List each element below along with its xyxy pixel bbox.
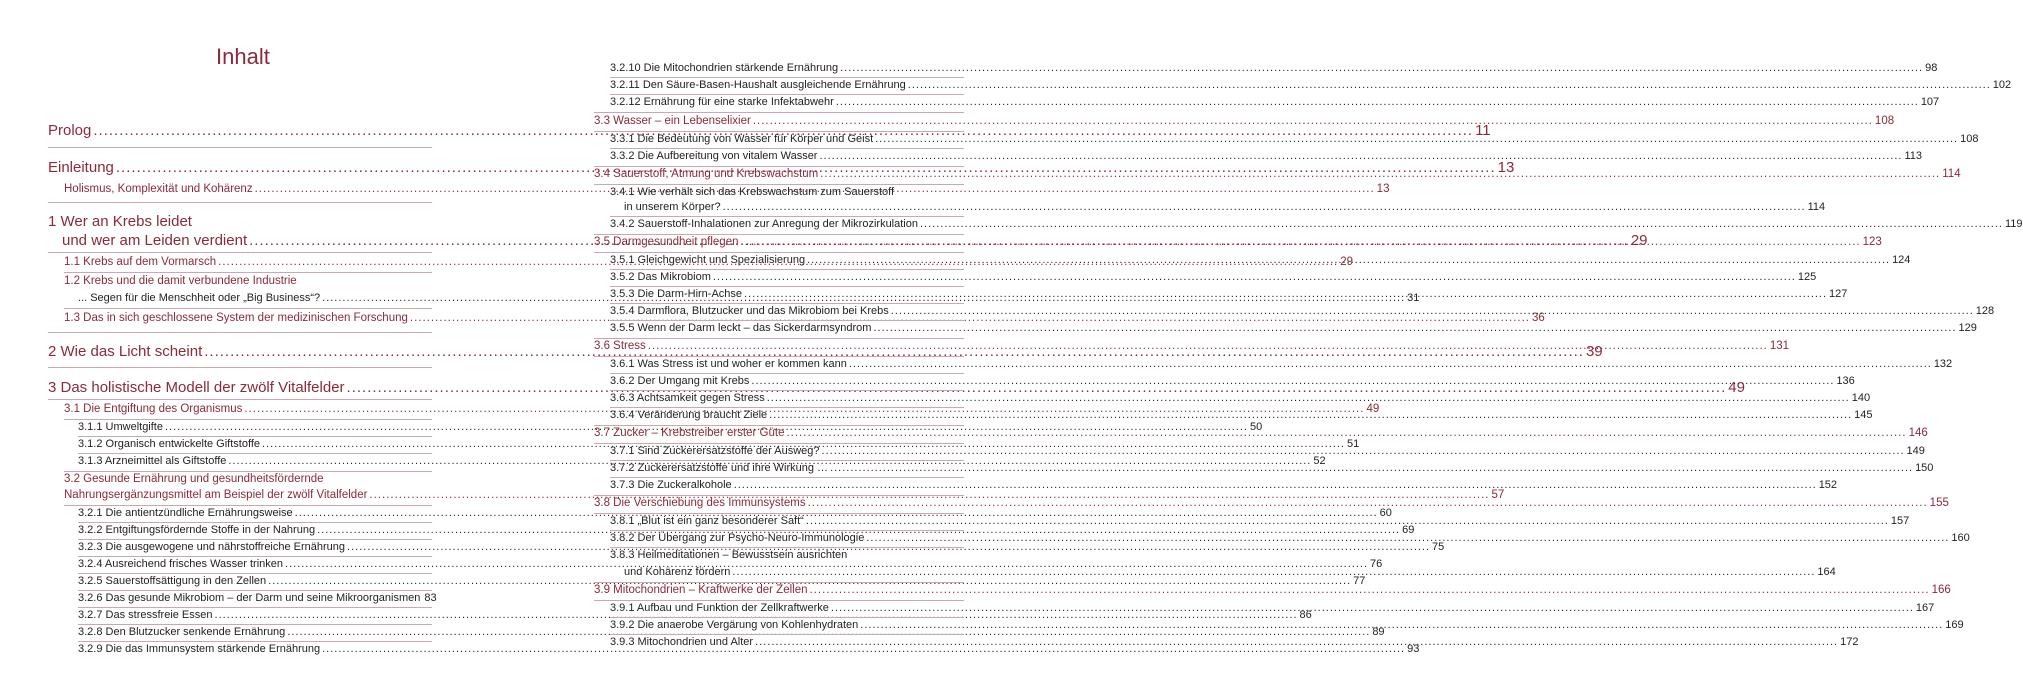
toc-entry-3-9[interactable] <box>594 584 1951 598</box>
toc-entry-label: ... Segen für die Menschheit oder „Big Business“? <box>78 292 321 304</box>
toc-entry-label: 3.8 Die Verschiebung des Immunsystems <box>594 497 806 509</box>
divider <box>610 373 964 374</box>
divider <box>594 166 964 167</box>
toc-entry-3-2-3[interactable] <box>78 541 1445 554</box>
toc-entry-label: 3.6.3 Achtsamkeit gegen Stress <box>610 392 765 404</box>
divider <box>610 216 964 217</box>
divider <box>594 495 964 496</box>
divider <box>78 573 432 574</box>
toc-entry-label: 3.2.2 Entgiftungsfördernde Stoffe in der Nahrung <box>78 524 316 536</box>
leader-dots <box>822 445 1905 458</box>
toc-entry-label: 3.2.6 Das gesunde Mikrobiom – der Darm und seine Mikroorganismen <box>78 592 421 604</box>
toc-entry-3-4-2[interactable] <box>610 218 2023 231</box>
toc-entry-3-2-9[interactable] <box>78 643 1420 656</box>
divider <box>610 634 964 635</box>
toc-page-number: 50 <box>1249 421 1263 433</box>
divider <box>78 539 432 540</box>
toc-entry-label: 3.5.4 Darmflora, Blutzucker und das Mikrobiom bei Krebs <box>610 305 889 317</box>
toc-entry-label: 3.1 Die Entgiftung des Organismus <box>64 403 243 415</box>
leader-dots <box>741 236 1861 250</box>
toc-page-number: 102 <box>1992 79 2012 91</box>
toc-entry-label: 3 Das holistische Modell der zwölf Vitalfelder <box>48 379 345 396</box>
toc-entry-label: 3.2.9 Die das Immunsystem stärkende Ernährung <box>78 643 321 655</box>
divider <box>610 390 964 391</box>
toc-entry-label: 3.2.7 Das stressfreie Essen <box>78 609 213 621</box>
toc-page-number: 86 <box>1299 609 1312 621</box>
leader-dots <box>769 409 1852 422</box>
leader-dots <box>807 254 1890 267</box>
toc-page-number: 98 <box>1925 62 1938 74</box>
toc-page-number: 11 <box>1475 122 1491 139</box>
toc-page-number: 155 <box>1929 497 1949 509</box>
toc-page-number: 136 <box>1836 375 1855 387</box>
divider <box>594 425 964 426</box>
toc-page-number: 49 <box>1366 403 1380 415</box>
toc-page-number: 13 <box>1497 159 1515 176</box>
divider <box>48 399 432 400</box>
toc-title: Inhalt <box>216 44 270 69</box>
toc-page-number: 29 <box>1340 256 1354 268</box>
toc-entry-ch1-line1[interactable]: 1 Wer an Krebs leidet <box>48 213 192 230</box>
divider <box>594 443 964 444</box>
divider <box>78 590 432 591</box>
toc-page-number: 89 <box>1372 626 1385 638</box>
leader-dots <box>875 133 1958 146</box>
toc-page-number: 107 <box>1920 96 1940 108</box>
divider <box>594 600 964 601</box>
toc-entry-1-2-line1[interactable]: 1.2 Krebs und die damit verbundene Industrie <box>64 275 297 287</box>
toc-entry-label: 3.3.2 Die Aufbereitung von vitalem Wasser <box>610 150 818 162</box>
toc-entry-label: 3.6.4 Veränderung braucht Ziele <box>610 409 768 421</box>
toc-page-number: 128 <box>1975 305 1995 317</box>
toc-page-number: 157 <box>1890 515 1910 527</box>
divider <box>78 436 432 437</box>
divider <box>78 556 432 557</box>
toc-entry-1-3[interactable] <box>64 312 1545 326</box>
leader-dots <box>810 584 1930 598</box>
toc-page-number: 114 <box>1807 201 1826 213</box>
toc-entry-label: 3.3 Wasser – ein Lebenselixier <box>594 115 751 127</box>
toc-entry-label: 3.2.3 Die ausgewogene und nährstoffreiche Ernährung <box>78 541 346 553</box>
toc-entry-3-2-12[interactable] <box>610 96 1940 109</box>
divider <box>594 356 964 357</box>
toc-entry-label: 3.2.10 Die Mitochondrien stärkende Ernährung <box>610 62 839 74</box>
leader-dots <box>920 218 2003 231</box>
toc-entry-label: 3.5.2 Das Mikrobiom <box>610 271 711 283</box>
toc-page-number: 172 <box>1840 636 1859 648</box>
leader-dots <box>734 479 1817 492</box>
toc-entry-label: 3.5.1 Gleichgewicht und Spezialisierung <box>610 254 806 266</box>
leader-dots <box>908 79 1991 92</box>
toc-page-number: 131 <box>1769 340 1790 352</box>
toc-entry-label: 3.6 Stress <box>594 340 646 352</box>
toc-entry-label: 2 Wie das Licht scheint <box>48 343 203 360</box>
toc-entry-label: 3.2.4 Ausreichend frisches Wasser trinken <box>78 558 284 570</box>
divider <box>64 471 432 472</box>
toc-page-number: 127 <box>1829 288 1848 300</box>
toc-page-number: 167 <box>1915 602 1935 614</box>
toc-page-number: 83 <box>424 592 437 604</box>
leader-dots <box>648 340 1768 354</box>
toc-entry-label: und wer am Leiden verdient <box>62 232 248 249</box>
divider <box>610 477 964 478</box>
toc-page-number: 119 <box>2004 218 2023 230</box>
toc-page-number: 125 <box>1797 271 1817 283</box>
toc-page-number: 114 <box>1942 168 1961 180</box>
toc-entry-label: 3.9.1 Aufbau und Funktion der Zellkraftwerke <box>610 602 829 614</box>
toc-entry-3-2-8[interactable] <box>78 626 1385 639</box>
toc-entry-label: 3.7 Zucker – Krebstreiber erster Güte <box>594 427 785 439</box>
toc-page-number: 124 <box>1892 254 1911 266</box>
toc-entry-label: und Kohärenz fördern <box>624 566 731 578</box>
toc-entry-label: 3.5 Darmgesundheit pflegen <box>594 236 739 248</box>
divider <box>48 252 432 253</box>
toc-page-number: 36 <box>1531 312 1545 324</box>
toc-page-number: 29 <box>1630 232 1648 249</box>
leader-dots <box>753 115 1873 129</box>
divider <box>594 582 964 583</box>
toc-entry-label: 1.3 Das in sich geschlossene System der medizinischen Forschung <box>64 312 408 324</box>
leader-dots <box>819 150 1902 163</box>
divider <box>610 617 964 618</box>
toc-entry-3-4-1-line1[interactable]: 3.4.1 Wie verhält sich das Krebswachstum zum Sauerstoff <box>610 186 895 198</box>
leader-dots <box>840 62 1923 75</box>
toc-entry-3-3-2[interactable] <box>610 150 1923 163</box>
toc-entry-3-2-4[interactable] <box>78 558 1383 571</box>
divider <box>78 453 432 454</box>
leader-dots <box>866 532 1949 545</box>
leader-dots <box>891 305 1974 318</box>
divider <box>610 77 964 78</box>
divider <box>594 112 964 113</box>
toc-entry-3-7-1[interactable] <box>610 445 1925 458</box>
divider <box>610 303 964 304</box>
toc-page-number: 93 <box>1407 643 1420 655</box>
toc-entry-3-2-7[interactable] <box>78 609 1312 622</box>
toc-page-number: 108 <box>1960 133 1979 145</box>
toc-entry-3-8-2[interactable] <box>610 532 1970 545</box>
leader-dots <box>830 462 1913 475</box>
toc-entry-3-8-3-line1[interactable]: 3.8.3 Heilmeditationen – Bewusstsein ausrichten <box>610 549 848 561</box>
toc-entry-label: Prolog <box>48 122 92 139</box>
toc-entry-3-5-5[interactable] <box>610 322 1977 335</box>
toc-page-number: 132 <box>1933 358 1953 370</box>
toc-entry-3-2-11[interactable] <box>610 79 2012 92</box>
toc-entry-label: Nahrungsergänzungsmittel am Beispiel der zwölf Vitalfelder <box>64 489 368 501</box>
toc-page-number: 145 <box>1854 409 1873 421</box>
toc-page-number: 113 <box>1904 150 1923 162</box>
toc-entry-3-3[interactable] <box>594 115 1895 129</box>
toc-entry-label: 3.5.3 Die Darm-Hirn-Achse <box>610 288 743 300</box>
toc-page-number: 69 <box>1402 524 1415 536</box>
leader-dots <box>751 375 1834 388</box>
leader-dots <box>755 636 1838 649</box>
divider <box>64 272 432 273</box>
toc-entry-label: 3.1.2 Organisch entwickelte Giftstoffe <box>78 438 260 450</box>
leader-dots <box>836 96 1919 109</box>
leader-dots <box>808 497 1928 511</box>
toc-page-number: 39 <box>1585 343 1603 360</box>
divider <box>594 513 964 514</box>
toc-entry-label: 3.8.2 Der Übergang zur Psycho-Neuro-Immunologie <box>610 532 865 544</box>
leader-dots <box>860 619 1943 632</box>
toc-entry-3-8-3[interactable] <box>624 566 1836 579</box>
toc-page-number: 146 <box>1908 427 1928 439</box>
leader-dots <box>732 566 1815 579</box>
divider <box>48 147 432 148</box>
toc-entry-label: 3.3.1 Die Bedeutung von Wasser für Körper und Geist <box>610 133 874 145</box>
divider <box>78 624 432 625</box>
leader-dots <box>744 288 1827 301</box>
toc-entry-label: 3.5.5 Wenn der Darm leckt – das Sickerdarmsyndrom <box>610 322 872 334</box>
toc-entry-label: 3.4 Sauerstoff, Atmung und Krebswachstum <box>594 168 819 180</box>
leader-dots <box>713 271 1796 284</box>
toc-entry-3-8-1[interactable] <box>610 515 1910 528</box>
toc-entry-label: 3.2.5 Sauerstoffsättigung in den Zellen <box>78 575 267 587</box>
toc-entry-3-7-3[interactable] <box>610 479 1838 492</box>
toc-entry-label: Einleitung <box>48 159 114 176</box>
toc-page-number: 123 <box>1862 236 1882 248</box>
toc-entry-label: 3.7.3 Die Zuckeralkohole <box>610 479 732 491</box>
toc-entry-label: 3.2.1 Die antientzündliche Ernährungsweise <box>78 507 293 519</box>
toc-entry-3-2-2[interactable] <box>78 524 1415 537</box>
leader-dots <box>806 515 1889 528</box>
toc-entry-3-6-1[interactable] <box>610 358 1953 371</box>
toc-page-number: 57 <box>1491 489 1505 501</box>
toc-entry-3-2-line1[interactable]: 3.2 Gesunde Ernährung und gesundheitsfördernde <box>64 473 324 485</box>
toc-page-number: 13 <box>1376 183 1390 195</box>
toc-page-number: 49 <box>1728 379 1745 396</box>
toc-page-number: 52 <box>1313 455 1326 467</box>
leader-dots <box>767 392 1850 405</box>
divider <box>78 641 432 642</box>
toc-page-number: 76 <box>1370 558 1383 570</box>
leader-dots <box>849 358 1932 371</box>
toc-page-number: 60 <box>1379 507 1392 519</box>
leader-dots <box>873 322 1956 335</box>
toc-entry-3-2-6[interactable] <box>78 592 437 605</box>
divider <box>48 367 432 368</box>
toc-page-number: 164 <box>1817 566 1836 578</box>
divider <box>64 308 432 309</box>
toc-page-number: 166 <box>1931 584 1951 596</box>
toc-entry-label: 3.9.2 Die anaerobe Vergärung von Kohlenhydraten <box>610 619 859 631</box>
toc-page-number: 150 <box>1915 462 1934 474</box>
divider <box>610 547 964 548</box>
toc-page-number: 51 <box>1347 438 1360 450</box>
toc-entry-3-7-2[interactable] <box>610 462 1934 475</box>
toc-entry-label: 3.6.2 Der Umgang mit Krebs <box>610 375 750 387</box>
toc-page-number: 75 <box>1432 541 1445 553</box>
divider <box>594 338 964 339</box>
toc-entry-3-4[interactable] <box>594 168 1961 182</box>
toc-page-number: 169 <box>1945 619 1964 631</box>
toc-page-number: 140 <box>1851 392 1871 404</box>
toc-entry-label: Holismus, Komplexität und Kohärenz <box>64 183 253 195</box>
toc-page-number: 149 <box>1906 445 1925 457</box>
divider <box>48 202 432 203</box>
divider <box>594 184 964 185</box>
divider <box>610 407 964 408</box>
toc-entry-label: 3.7.1 Sind Zuckerersatzstoffe der Ausweg? <box>610 445 820 457</box>
toc-entry-label: 3.8.1 „Blut ist ein ganz besonderer Saft“ <box>610 515 804 527</box>
toc-entry-label: 3.2.8 Den Blutzucker senkende Ernährung <box>78 626 286 638</box>
divider <box>610 320 964 321</box>
toc-page-number: 129 <box>1958 322 1977 334</box>
toc-entry-3-8[interactable] <box>594 497 1949 511</box>
divider <box>610 269 964 270</box>
toc-entry-label: in unserem Körper? <box>624 201 721 213</box>
divider <box>78 607 432 608</box>
toc-entry-label: 3.1.3 Arzneimittel als Giftstoffe <box>78 455 227 467</box>
divider <box>610 530 964 531</box>
toc-page-number: 108 <box>1874 115 1895 127</box>
toc-entry-label: 3.4.2 Sauerstoff-Inhalationen zur Anregung der Mikrozirkulation <box>610 218 918 230</box>
divider <box>610 460 964 461</box>
divider <box>610 286 964 287</box>
toc-entry-label: 3.2.12 Ernährung für eine starke Infektabwehr <box>610 96 834 108</box>
toc-entry-3-9-3[interactable] <box>610 636 1859 649</box>
divider <box>610 94 964 95</box>
leader-dots <box>786 427 1906 441</box>
leader-dots <box>723 201 1806 214</box>
toc-entry-3-2-5[interactable] <box>78 575 1366 588</box>
toc-entry-label: 1.1 Krebs auf dem Vormarsch <box>64 256 217 268</box>
toc-page-number: 160 <box>1951 532 1970 544</box>
divider <box>594 234 964 235</box>
divider <box>594 131 964 132</box>
divider <box>64 419 432 420</box>
toc-entry-3-6-3[interactable] <box>610 392 1871 405</box>
divider <box>48 332 432 333</box>
leader-dots <box>831 602 1914 615</box>
divider <box>78 522 432 523</box>
toc-entry-label: 3.2.11 Den Säure-Basen-Haushalt ausgleichende Ernährung <box>610 79 906 91</box>
toc-entry-3-2-10[interactable] <box>610 62 1938 75</box>
toc-entry-label: 3.6.1 Was Stress ist und woher er kommen kann <box>610 358 847 370</box>
toc-entry-label: 3.9 Mitochondrien – Kraftwerke der Zellen <box>594 584 808 596</box>
toc-entry-label: 3.1.1 Umweltgifte <box>78 421 163 433</box>
toc-entry-label: 3.7.2 Zuckerersatzstoffe und ihre Wirkung … <box>610 462 829 474</box>
divider <box>64 505 432 506</box>
divider <box>610 148 964 149</box>
toc-page-number: 31 <box>1407 292 1420 304</box>
toc-entry-3-4-1[interactable] <box>624 201 1826 214</box>
toc-page-number: 77 <box>1353 575 1366 587</box>
divider <box>594 252 964 253</box>
toc-entry-3-2-1[interactable] <box>78 507 1392 520</box>
toc-entry-label: 3.9.3 Mitochondrien und Alter <box>610 636 754 648</box>
leader-dots <box>820 168 1940 182</box>
toc-entry-3-5-2[interactable] <box>610 271 1817 284</box>
toc-entry-3-3-1[interactable] <box>610 133 1979 146</box>
toc-page-number: 152 <box>1818 479 1838 491</box>
